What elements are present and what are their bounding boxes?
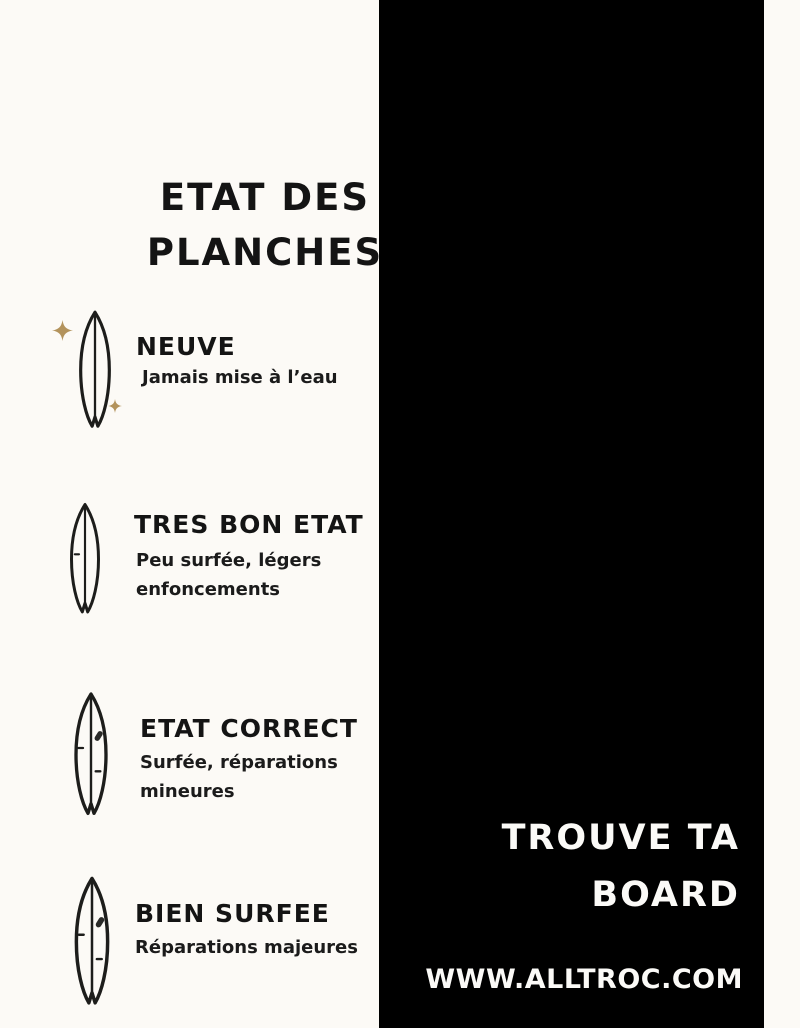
condition-description-line: mineures — [140, 781, 235, 802]
brand-tagline — [502, 810, 740, 924]
page-title — [115, 170, 415, 280]
website-url: WWW.ALLTROC.COM — [425, 964, 743, 995]
page-title-line2: PLANCHES — [146, 231, 384, 274]
brand-tagline-line2: BOARD — [591, 875, 740, 915]
surfboard-major-repairs-icon — [71, 875, 113, 1007]
page-title-line1: ETAT DES — [159, 176, 371, 219]
condition-description — [142, 363, 338, 392]
condition-name: ETAT CORRECT — [140, 714, 358, 743]
condition-name: NEUVE — [136, 332, 236, 361]
condition-description-line: Peu surfée, légers — [136, 550, 322, 571]
condition-description — [135, 933, 358, 962]
surfboard-one-ding-icon — [67, 497, 103, 620]
brand-tagline-line1: TROUVE TA — [501, 818, 740, 858]
condition-description-line: Réparations majeures — [135, 937, 358, 958]
condition-description — [140, 748, 338, 806]
condition-description-line: enfoncements — [136, 579, 281, 600]
condition-name: BIEN SURFEE — [135, 899, 330, 928]
condition-description-line: Jamais mise à l’eau — [142, 367, 338, 388]
sparkle-icon — [52, 320, 73, 341]
surfboard-minor-repairs-icon — [71, 690, 111, 818]
condition-name: TRES BON ETAT — [134, 510, 364, 539]
condition-description-line: Surfée, réparations — [140, 752, 338, 773]
surfboard-new-sparkles-icon — [75, 309, 115, 430]
condition-description — [136, 546, 321, 604]
